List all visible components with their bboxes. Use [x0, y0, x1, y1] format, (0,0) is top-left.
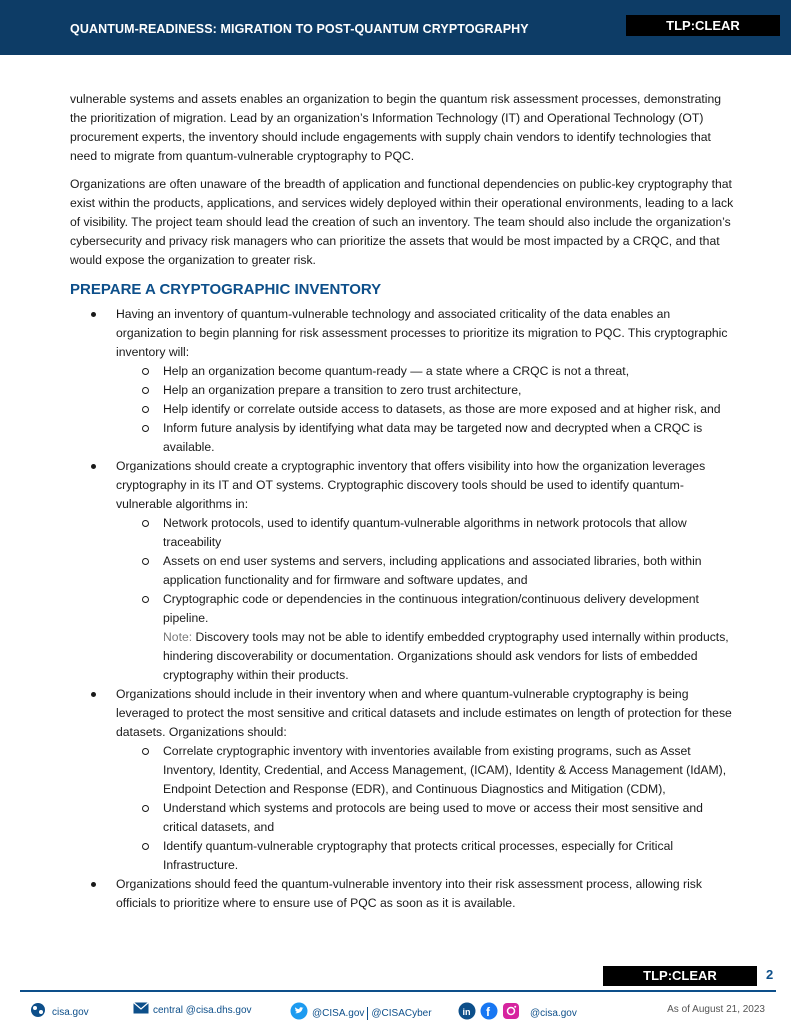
circle-bullet-icon	[142, 596, 149, 603]
footer-site-link[interactable]: cisa.gov	[28, 1002, 89, 1023]
bullet-item-4	[70, 875, 735, 913]
circle-bullet-icon	[142, 843, 149, 850]
sub-item: Cryptographic code or dependencies in the continuous integration/continuous delivery development pipeline.	[116, 590, 735, 628]
bullet-text: Having an inventory of quantum-vulnerable technology and associated criticality of the data enables an organization to begin planning for risk assessment processes to prioritize its migration to PQC. This cryptographic inventory will:	[116, 307, 728, 359]
note-text: Discovery tools may not be able to identify embedded cryptography used internally within products, hindering discoverability or documentation. Organizations should ask vendors for lists of embedded cryptography within their products.	[163, 630, 729, 682]
bullet-text: Organizations should feed the quantum-vulnerable inventory into their risk assessment process, allowing risk officials to prioritize where to ensure use of PQC as soon as it is available.	[116, 877, 702, 910]
svg-text:f: f	[486, 1005, 490, 1019]
bullet-icon	[91, 692, 96, 697]
bullet-item-2	[70, 457, 735, 685]
circle-bullet-icon	[142, 425, 149, 432]
linkedin-icon	[458, 1002, 476, 1025]
bullet-icon	[91, 464, 96, 469]
sub-item: Help an organization prepare a transition to zero trust architecture,	[116, 381, 735, 400]
bullet-icon	[91, 312, 96, 317]
page-number: 2	[766, 967, 774, 982]
sub-item: Help identify or correlate outside access to datasets, as those are more exposed and at higher risk, and	[116, 400, 735, 419]
circle-bullet-icon	[142, 387, 149, 394]
circle-bullet-icon	[142, 748, 149, 755]
sub-list	[116, 362, 735, 457]
bullet-icon	[91, 882, 96, 887]
bullet-text: Organizations should create a cryptographic inventory that offers visibility into how the organization leverages cryptography in its IT and OT systems. Cryptographic discovery tools should be used to identify quantum-vulnerable algorithms in:	[116, 459, 706, 511]
instagram-icon	[502, 1002, 520, 1025]
page-footer	[0, 998, 791, 1020]
circle-bullet-icon	[142, 558, 149, 565]
mail-icon	[133, 1002, 149, 1019]
section-heading: PREPARE A CRYPTOGRAPHIC INVENTORY	[70, 281, 382, 298]
circle-bullet-icon	[142, 368, 149, 375]
intro-paragraph-2: Organizations are often unaware of the breadth of application and functional dependencies on public-key cryptography that exist within the products, applications, and services widely deployed within their operational environments, leading to a lack of visibility. The project team should lead the creation of such an inventory. The team should also include the organization’s cybersecurity and privacy risk managers who can prioritize the assets that would be most impacted by a CRQC, and that would expose the organization to greater risk.	[70, 177, 734, 267]
circle-bullet-icon	[142, 406, 149, 413]
cisa-logo-icon	[28, 1002, 48, 1023]
facebook-icon	[480, 1002, 498, 1025]
sub-item: Correlate cryptographic inventory with inventories available from existing programs, such as Asset Inventory, Identity, Credential, and Access Management, (ICAM), Identity & Access Management (IdAM), Endpoint Detection and Response (EDR), and Continuous Diagnostics and Mitigation (CDM),	[116, 742, 735, 799]
footer-social-links[interactable]: in f @cisa.gov	[458, 1002, 577, 1025]
sub-list	[116, 742, 735, 875]
footer-separator	[367, 1007, 368, 1020]
sub-item: Inform future analysis by identifying what data may be targeted now and decrypted when a CRQC is available.	[116, 419, 735, 457]
bullet-list	[70, 305, 735, 913]
tlp-label-bottom: TLP:CLEAR	[603, 966, 757, 986]
tlp-label-top: TLP:CLEAR	[626, 15, 780, 36]
bullet-item-3	[70, 685, 735, 875]
circle-bullet-icon	[142, 805, 149, 812]
sub-item: Network protocols, used to identify quantum-vulnerable algorithms in network protocols that allow traceability	[116, 514, 735, 552]
note-block	[116, 628, 735, 685]
intro-paragraph-1: vulnerable systems and assets enables an organization to begin the quantum risk assessment processes, demonstrating the prioritization of migration. Lead by an organization’s Information Technology (IT) and Operational Technology (OT) procurement experts, the inventory should include engagements with supply chain vendors to identify technologies that need to migrate from quantum-vulnerable cryptography to PQC.	[70, 92, 722, 163]
sub-list	[116, 514, 735, 628]
note-label: Note:	[163, 630, 193, 644]
twitter-icon	[290, 1002, 308, 1025]
footer-divider	[20, 990, 776, 992]
bullet-text: Organizations should include in their inventory when and where quantum-vulnerable cryptography is being leveraged to protect the most sensitive and critical datasets and include estimates on length of protection for these datasets. Organizations should:	[116, 687, 732, 739]
sub-item: Assets on end user systems and servers, including applications and associated libraries, both within application functionality and for firmware and software updates, and	[116, 552, 735, 590]
header-title: QUANTUM-READINESS: MIGRATION TO POST-QUANTUM CRYPTOGRAPHY	[70, 22, 529, 36]
sub-item: Help an organization become quantum-ready — a state where a CRQC is not a threat,	[116, 362, 735, 381]
document-body	[70, 90, 735, 913]
circle-bullet-icon	[142, 520, 149, 527]
footer-date: As of August 21, 2023	[667, 1004, 765, 1015]
bullet-item-1	[70, 305, 735, 457]
sub-item: Identify quantum-vulnerable cryptography that protects critical processes, especially for Critical Infrastructure.	[116, 837, 735, 875]
svg-text:in: in	[462, 1007, 471, 1017]
page-header	[0, 0, 791, 55]
footer-twitter-links[interactable]: @CISA.gov @CISACyber	[290, 1002, 432, 1025]
sub-item: Understand which systems and protocols are being used to move or access their most sensitive and critical datasets, and	[116, 799, 735, 837]
footer-email-link[interactable]: central @cisa.dhs.gov	[133, 1002, 252, 1019]
